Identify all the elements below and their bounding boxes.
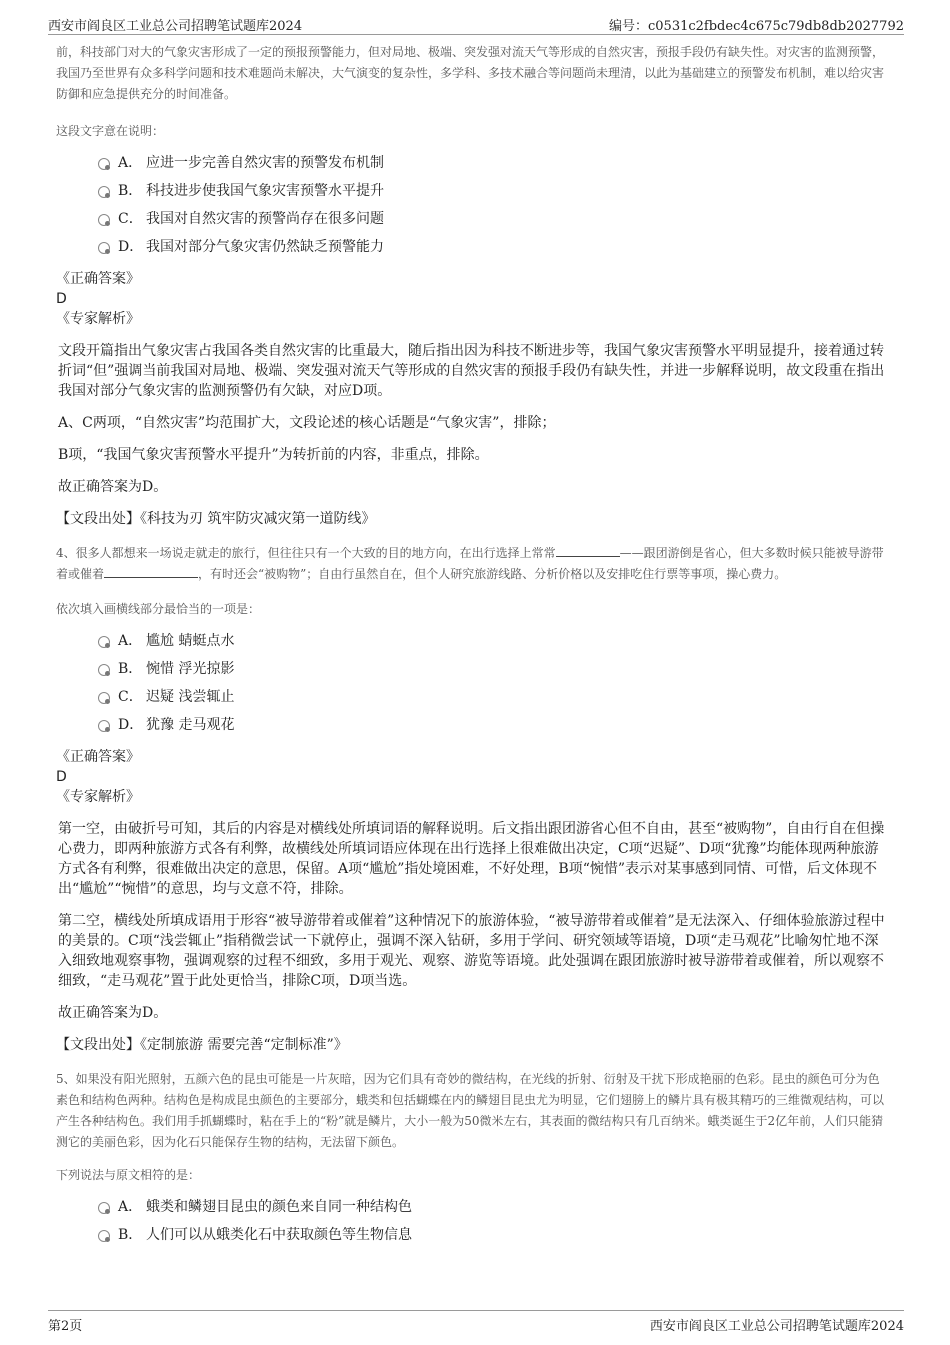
header-title: 西安市阎良区工业总公司招聘笔试题库2024 <box>48 19 303 34</box>
option-letter: C． <box>118 211 143 227</box>
option-letter: D． <box>118 717 144 733</box>
footer-title: 西安市阎良区工业总公司招聘笔试题库2024 <box>649 1319 904 1334</box>
q5-option-a[interactable] <box>56 1195 891 1223</box>
blank-line <box>104 565 198 578</box>
q4-analysis-2: 第二空，横线处所填成语用于形容“被导游带着或催着”这种情况下的旅游体验，“被导游带着或催着”是无法深入、仔细体验旅游过程中的美景的。C项“浅尝辄止”指稍微尝试一下就停止，强调不深入钻研，多用于学问、研究领域等语境，D项“走马观花”比喻匆忙地不深入细致地观察事物，强调观察的过程不细致，多用于观光、观察、游览等语境。此处强调在跟团旅游时被导游带着或催着，所以观察不细致，“走马观花”置于此处更恰当，排除C项，D项当选。 <box>58 913 885 989</box>
option-text: 蛾类和鳞翅目昆虫的颜色来自同一种结构色 <box>146 1199 412 1215</box>
radio-icon[interactable] <box>98 664 110 676</box>
q3-source: 【文段出处】《科技为刃 筑牢防灾减灾第一道防线》 <box>56 511 376 527</box>
option-text: 应进一步完善自然灾害的预警发布机制 <box>146 155 384 171</box>
radio-icon[interactable] <box>98 242 110 254</box>
option-text: 科技进步使我国气象灾害预警水平提升 <box>146 183 384 199</box>
q3-answer-label: 《正确答案》 <box>56 271 140 287</box>
q3-analysis-4: 故正确答案为D。 <box>58 479 168 495</box>
q3-option-c[interactable] <box>56 207 891 235</box>
q4-option-b[interactable] <box>56 657 891 685</box>
radio-icon[interactable] <box>98 692 110 704</box>
q4-passage <box>56 543 891 585</box>
q4-analysis-1: 第一空，由破折号可知，其后的内容是对横线处所填词语的解释说明。后文指出跟团游省心但不自由，甚至“被购物”，自由行自在但操心费力，即两种旅游方式各有利弊，故横线处所填词语应体现在出行选择上很难做出决定，C项“迟疑”、D项“犹豫”均能体现两种旅游方式各有利弊，很难做出决定的意思，保留。A项“尴尬”指处境困难，不好处理，B项“惋惜”表示对某事感到同情、可惜，后文体现不出“尴尬”“惋惜”的意思，均与文意不符，排除。 <box>58 821 885 897</box>
radio-icon[interactable] <box>98 1202 110 1214</box>
q3-analysis-3: B项，“我国气象灾害预警水平提升”为转折前的内容，非重点，排除。 <box>58 447 489 463</box>
q3-option-b[interactable] <box>56 179 891 207</box>
document-code: 编号：c0531c2fbdec4c675c79db8db2027792 <box>609 19 904 34</box>
option-text: 我国对部分气象灾害仍然缺乏预警能力 <box>146 239 384 255</box>
q3-options <box>56 151 891 263</box>
option-text: 惋惜 浮光掠影 <box>146 661 235 677</box>
radio-icon[interactable] <box>98 636 110 648</box>
page-footer <box>48 1310 904 1333</box>
option-letter: B． <box>118 661 143 677</box>
q3-answer: D <box>56 291 67 307</box>
option-text: 尴尬 蜻蜓点水 <box>146 633 235 649</box>
page-header <box>48 12 904 35</box>
q3-prompt: 这段文字意在说明： <box>56 124 165 138</box>
q4-prompt: 依次填入画横线部分最恰当的一项是： <box>56 602 261 616</box>
option-letter: B． <box>118 1227 143 1243</box>
q4-option-a[interactable] <box>56 629 891 657</box>
radio-icon[interactable] <box>98 186 110 198</box>
q3-passage: 前，科技部门对大的气象灾害形成了一定的预报预警能力，但对局地、极端、突发强对流天气等形成的自然灾害，预报手段仍有缺失性。对灾害的监测预警，我国乃至世界有众多科学问题和技术难题尚未解决，大气演变的复杂性，多学科、多技术融合等问题尚未理清，以此为基础建立的预警发布机制，难以给灾害防御和应急提供充分的时间准备。 <box>56 45 885 101</box>
q4-options <box>56 629 891 741</box>
radio-icon[interactable] <box>98 158 110 170</box>
q3-option-a[interactable] <box>56 151 891 179</box>
option-letter: C． <box>118 689 143 705</box>
option-letter: D． <box>118 239 144 255</box>
option-letter: B． <box>118 183 143 199</box>
q3-analysis-1: 文段开篇指出气象灾害占我国各类自然灾害的比重最大，随后指出因为科技不断进步等，我国气象灾害预警水平明显提升，接着通过转折词“但”强调当前我国对局地、极端、突发强对流天气等形成的自然灾害的预报手段仍有缺失性，并进一步解释说明，故文段重在指出我国对部分气象灾害的监测预警仍有欠缺，对应D项。 <box>58 343 885 399</box>
q4-source: 【文段出处】《定制旅游 需要完善“定制标准”》 <box>56 1037 348 1053</box>
option-letter: A． <box>118 155 143 171</box>
q3-analysis-label: 《专家解析》 <box>56 311 140 327</box>
option-text: 迟疑 浅尝辄止 <box>146 689 235 705</box>
q5-passage: 5、如果没有阳光照射，五颜六色的昆虫可能是一片灰暗，因为它们具有奇妙的微结构，在光线的折射、衍射及干扰下形成艳丽的色彩。昆虫的颜色可分为色素色和结构色两种。结构色是构成昆虫颜色的主要部分，蛾类和包括蝴蝶在内的鳞翅目昆虫尤为明显，它们翅膀上的鳞片具有极其精巧的三维微观结构，可以产生各种结构色。我们用手抓蝴蝶时，粘在手上的“粉”就是鳞片，大小一般为50微米左右，其表面的微结构只有几百纳米。蛾类诞生于2亿年前，人们只能猜测它的美丽色彩，因为化石只能保存生物的结构，无法留下颜色。 <box>56 1072 885 1149</box>
option-text: 人们可以从蛾类化石中获取颜色等生物信息 <box>146 1227 412 1243</box>
q4-option-c[interactable] <box>56 685 891 713</box>
q4-passage-part-2: ——跟团游倒是省心，但大多数时候只能被导游带着或催着 <box>56 546 884 581</box>
q4-option-d[interactable] <box>56 713 891 741</box>
option-text: 犹豫 走马观花 <box>146 717 235 733</box>
page-content <box>56 42 891 1251</box>
q3-analysis-2: A、C两项，“自然灾害”均范围扩大，文段论述的核心话题是“气象灾害”，排除； <box>58 415 556 431</box>
q4-passage-part-1: 4、很多人都想来一场说走就走的旅行，但往往只有一个大致的目的地方向，在出行选择上常常 <box>56 546 556 560</box>
radio-icon[interactable] <box>98 720 110 732</box>
option-letter: A． <box>118 1199 143 1215</box>
q4-answer-label: 《正确答案》 <box>56 749 140 765</box>
q4-answer: D <box>56 769 67 785</box>
q5-option-b[interactable] <box>56 1223 891 1251</box>
radio-icon[interactable] <box>98 214 110 226</box>
q5-options <box>56 1195 891 1251</box>
q4-passage-part-3: ，有时还会“被购物”；自由行虽然自在，但个人研究旅游线路、分析价格以及安排吃住行票等事项，操心费力。 <box>198 567 787 581</box>
q3-option-d[interactable] <box>56 235 891 263</box>
blank-line <box>556 544 620 557</box>
radio-icon[interactable] <box>98 1230 110 1242</box>
option-letter: A． <box>118 633 143 649</box>
option-text: 我国对自然灾害的预警尚存在很多问题 <box>146 211 384 227</box>
q5-prompt: 下列说法与原文相符的是： <box>56 1168 201 1182</box>
page-number: 第2页 <box>48 1319 83 1334</box>
q4-analysis-3: 故正确答案为D。 <box>58 1005 168 1021</box>
q4-analysis-label: 《专家解析》 <box>56 789 140 805</box>
